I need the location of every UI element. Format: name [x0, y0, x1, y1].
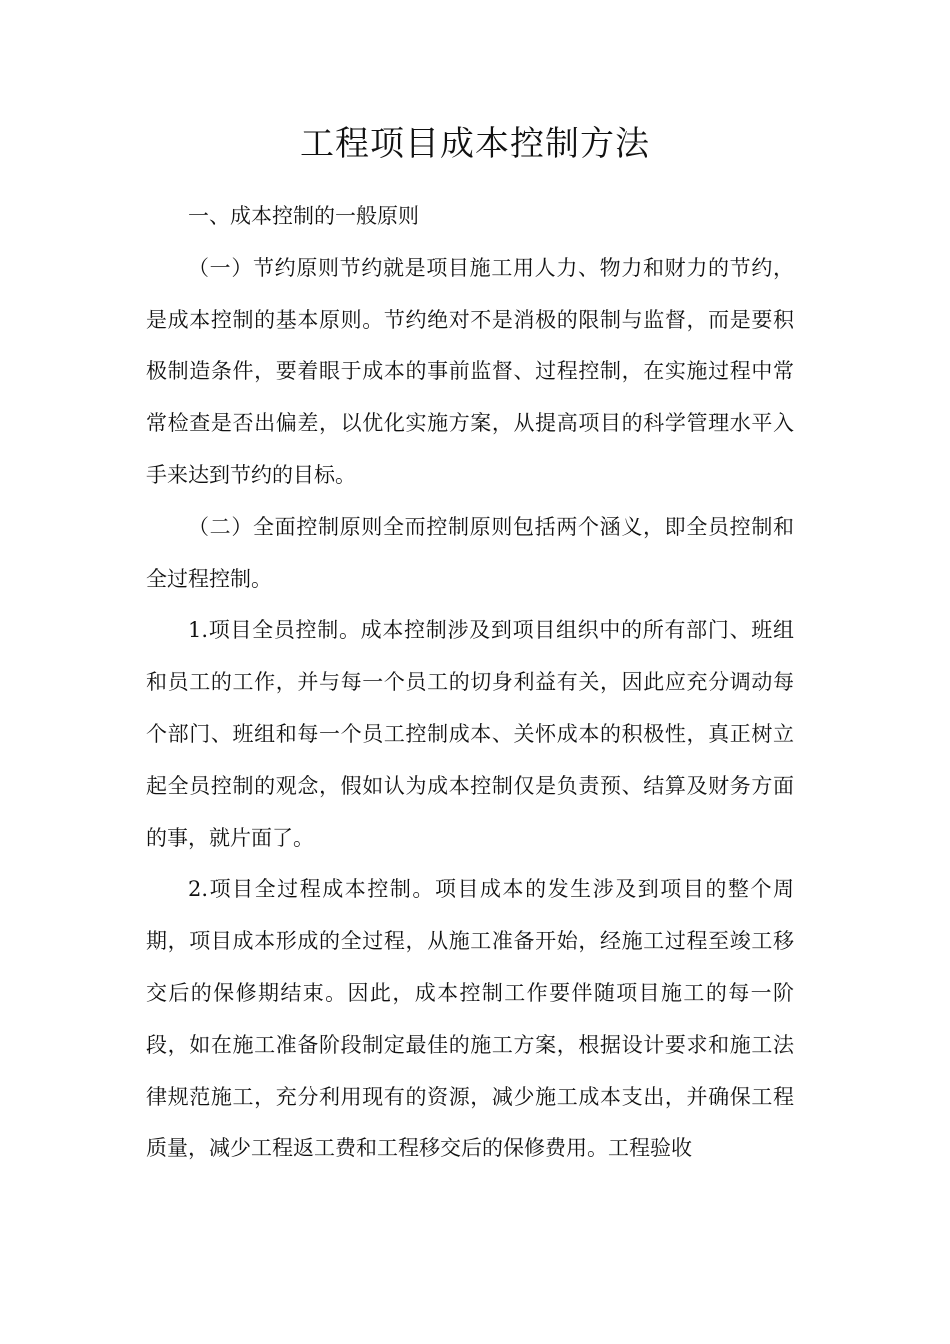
paragraph-full-staff-control: 1.项目全员控制。成本控制涉及到项目组织中的所有部门、班组和员工的工作，并与每一个员工的切身利益有关，因此应充分调动每个部门、班组和每一个员工控制成本、关怀成本的积极性，真正树立起全员控制的观念，假如认为成本控制仅是负责预、结算及财务方面的事，就片面了。	[146, 618, 794, 850]
paragraph-comprehensive-control: （二）全面控制原则全而控制原则包括两个涵义，即全员控制和全过程控制。	[146, 514, 794, 591]
document-body	[146, 191, 794, 1175]
document-title: 工程项目成本控制方法	[300, 124, 650, 164]
paragraph-economy-principle: （一）节约原则节约就是项目施工用人力、物力和财力的节约，是成本控制的基本原则。节约绝对不是消极的限制与监督，而是要积极制造条件，要着眼于成本的事前监督、过程控制，在实施过程中常常检查是否出偏差，以优化实施方案，从提高项目的科学管理水平入手来达到节约的目标。	[146, 255, 794, 487]
section-heading: 一、成本控制的一般原则	[188, 204, 419, 228]
paragraph-full-process-control: 2.项目全过程成本控制。项目成本的发生涉及到项目的整个周期，项目成本形成的全过程，从施工准备开始，经施工过程至竣工移交后的保修期结束。因此，成本控制工作要伴随项目施工的每一阶段，如在施工准备阶段制定最佳的施工方案，根据设计要求和施工法律规范施工，充分利用现有的资源，减少施工成本支出，并确保工程质量，减少工程返工费和工程移交后的保修费用。工程验收	[146, 877, 794, 1161]
